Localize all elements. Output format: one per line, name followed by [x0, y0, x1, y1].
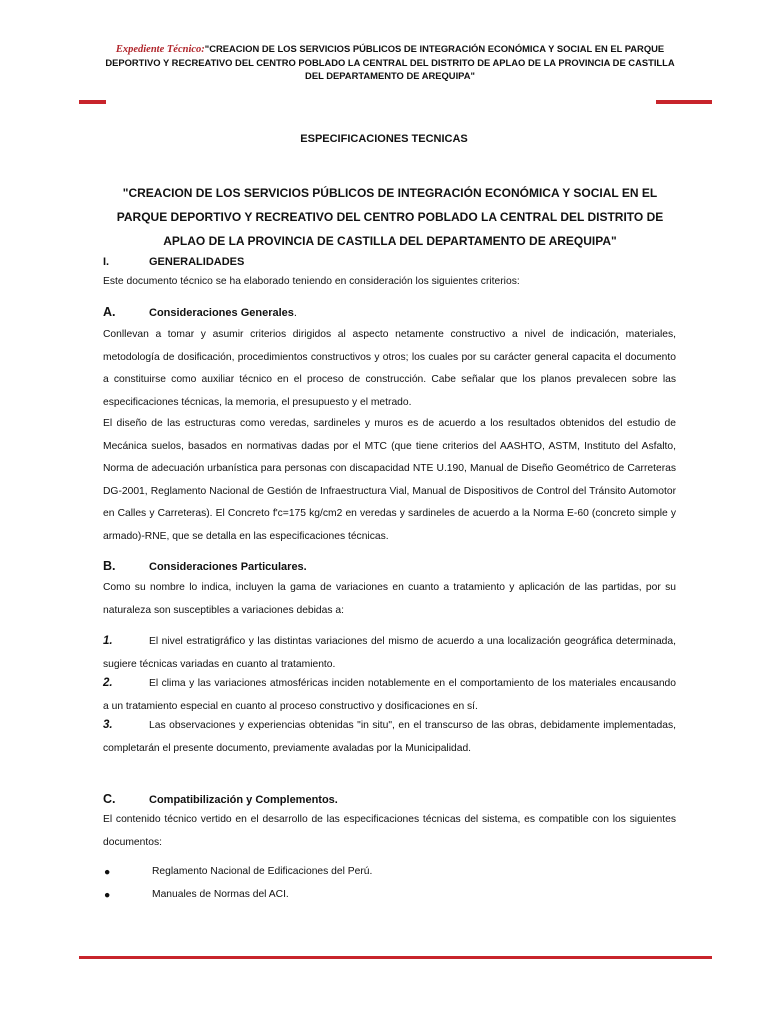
list-item-3 [103, 714, 676, 760]
header-rule-right [656, 100, 712, 104]
footer-rule [79, 956, 712, 959]
section-heading-generalidades [103, 256, 244, 268]
section-letter: C. [103, 792, 116, 806]
section-letter: A. [103, 305, 116, 319]
bullet-icon: ● [104, 889, 111, 901]
running-header [100, 42, 680, 82]
item-number: 1. [103, 635, 113, 647]
document-title: ESPECIFICACIONES TECNICAS [300, 133, 468, 145]
item-text: El nivel estratigráfico y las distintas variaciones del mismo de acuerdo a una localización geográfica determinada, sugiere técnicas variadas en cuanto al tratamiento. [103, 636, 676, 670]
header-rule-left [79, 100, 106, 104]
generalidades-intro: Este documento técnico se ha elaborado teniendo en consideración los siguientes criterios: [103, 276, 520, 287]
paragraph-a2: El diseño de las estructuras como veredas, sardineles y muros es de acuerdo a los resultados obtenidos del estudio de Mecánica suelos, basados en normativas dadas por el MTC (que tiene criterios del AASHTO, ASTM, Instituto del Asfalto, Norma de adecuación urbanística para personas con discapacidad NTE U.190, Manual de Diseño Geométrico de Carreteras DG-2001, Reglamento Nacional de Gestión de Infraestructura Vial, Manual de Dispositivos de Control del Tránsito Automotor en Calles y Carreteras). El Concreto f'c=175 kg/cm2 en veredas y sardineles de acuerdo a la Norma E-60 (concreto simple y armado)-RNE, que se detalla en las especificaciones técnicas. [103, 418, 676, 542]
paragraph-a1: Conllevan a tomar y asumir criterios dirigidos al aspecto netamente constructivo a nivel de indicación, materiales, metodología de dosificación, procedimientos constructivos y otros; los cuales por su carácter general capacita el documento a constituirse como auxiliar técnico en el proceso de construcción. Cabe señalar que los planos prevalecen sobre las especificaciones técnicas, la memoria, el presupuesto y el metrado. [103, 329, 676, 408]
bullet-icon: ● [104, 866, 111, 878]
item-text: El clima y las variaciones atmosféricas inciden notablemente en el comportamiento de los materiales encausando a un tratamiento especial en cuanto al proceso constructivo y dosificaciones en sí. [103, 678, 676, 712]
section-heading-c [103, 792, 338, 806]
bullet-item-2: Manuales de Normas del ACI. [152, 889, 289, 900]
section-letter: B. [103, 559, 116, 573]
expediente-label: Expediente Técnico: [115, 44, 205, 55]
section-heading-a: A. Consideraciones Generales. [103, 305, 297, 319]
section-title: Consideraciones Particulares. [149, 561, 307, 573]
section-title: Compatibilización y Complementos. [149, 794, 338, 806]
bullet-item-1: Reglamento Nacional de Edificaciones del Perú. [152, 866, 373, 877]
list-item-2 [103, 672, 676, 718]
expediente-title: "CREACION DE LOS SERVICIOS PÚBLICOS DE INTEGRACIÓN ECONÓMICA Y SOCIAL EN EL PARQUE DEPORTIVO Y RECREATIVO DEL CENTRO POBLADO LA CENTRAL DEL DISTRITO DE APLAO DE LA PROVINCIA DE CASTILLA DEL DEPARTAMENTO DE AREQUIPA" [105, 43, 675, 81]
section-heading-b [103, 559, 307, 573]
list-item-1 [103, 630, 676, 676]
item-number: 2. [103, 677, 113, 689]
item-number: 3. [103, 719, 113, 731]
paragraph-b-intro: Como su nombre lo indica, incluyen la gama de variaciones en cuanto a tratamiento y aplicación de las partidas, por su naturaleza son susceptibles a variaciones debidas a: [103, 582, 676, 616]
section-title: GENERALIDADES [149, 256, 245, 268]
section-number: I. [103, 256, 110, 268]
paragraph-c-intro: El contenido técnico vertido en el desarrollo de las especificaciones técnicas del sistema, es compatible con los siguientes documentos: [103, 814, 676, 848]
section-title: Consideraciones Generales [149, 307, 294, 319]
item-text: Las observaciones y experiencias obtenidas "in situ", en el transcurso de las obras, debidamente implementadas, completarán el presente documento, previamente avaladas por la Municipalidad. [103, 720, 676, 754]
project-title: "CREACION DE LOS SERVICIOS PÚBLICOS DE INTEGRACIÓN ECONÓMICA Y SOCIAL EN EL PARQUE DEPORTIVO Y RECREATIVO DEL CENTRO POBLADO LA CENTRAL DEL DISTRITO DE APLAO DE LA PROVINCIA DE CASTILLA DEL DEPARTAMENTO DE AREQUIPA" [116, 186, 664, 248]
